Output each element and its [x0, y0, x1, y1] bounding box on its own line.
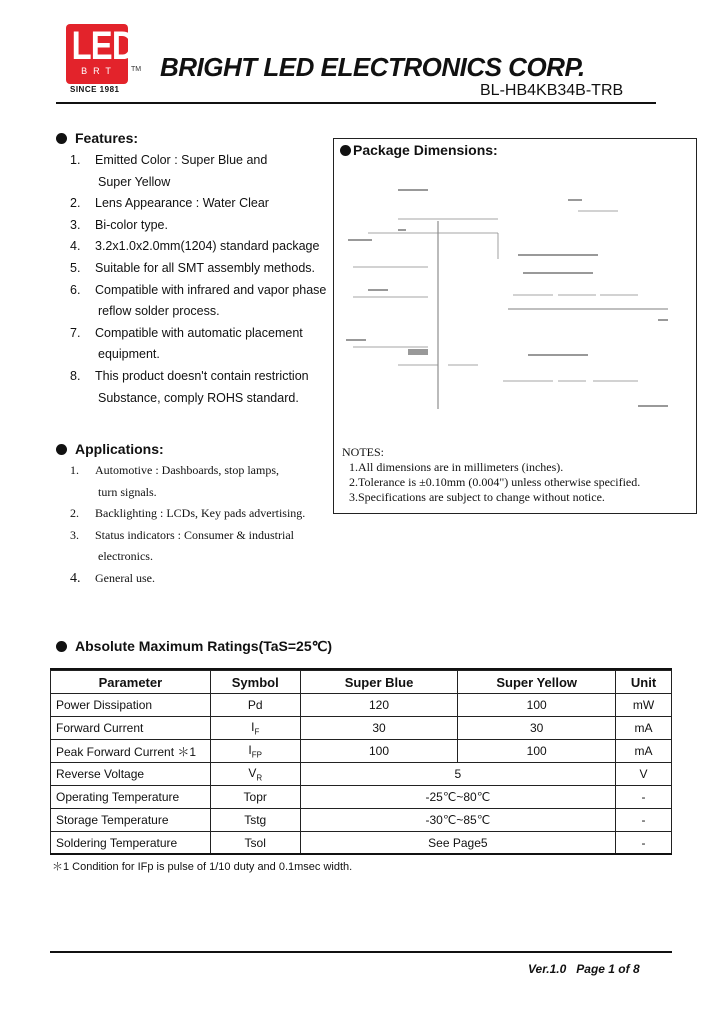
- list-item-number: 3.: [70, 527, 79, 542]
- logo-text: LED: [71, 24, 135, 68]
- cell-parameter: Soldering Temperature: [51, 832, 211, 855]
- features-title: Features:: [75, 130, 139, 146]
- cell-super-blue: 120: [300, 694, 458, 717]
- table-header-row: [51, 671, 672, 694]
- logo-subtext: BRT: [81, 66, 117, 76]
- list-item-text: 3.2x1.0x2.0mm(1204) standard package: [95, 239, 320, 254]
- features-list: [70, 150, 340, 409]
- list-item-number: 5.: [70, 260, 81, 275]
- ratings-title: Absolute Maximum Ratings(TaS=25℃): [75, 638, 333, 654]
- list-item-text: Substance, comply ROHS standard.: [98, 390, 299, 405]
- bullet-icon: [56, 641, 67, 652]
- symbol-text: Pd: [247, 698, 263, 712]
- cell-symbol: [210, 809, 300, 832]
- table-row: [51, 694, 672, 717]
- table-bottom-rule: [50, 853, 672, 855]
- list-item: [70, 503, 320, 525]
- cell-symbol: [210, 740, 300, 763]
- list-item: [70, 525, 320, 547]
- list-item-text: reflow solder process.: [98, 304, 220, 319]
- list-item-number: [70, 388, 95, 410]
- symbol-subscript: FP: [251, 750, 262, 760]
- trademark: TM: [131, 66, 142, 73]
- footer-divider: [50, 951, 672, 953]
- cell-symbol: [210, 763, 300, 786]
- symbol-text: Tsol: [244, 836, 266, 850]
- list-item-number: [70, 482, 95, 504]
- cell-symbol: [210, 717, 300, 740]
- list-item: [70, 546, 320, 568]
- note-2: 2.Tolerance is ±0.10mm (0.004") unless otherwise specified.: [349, 475, 641, 489]
- list-item: [70, 301, 340, 323]
- list-item-text: Lens Appearance : Water Clear: [95, 196, 269, 211]
- since-label: SINCE 1981: [70, 85, 120, 94]
- applications-title: Applications:: [75, 441, 164, 457]
- symbol-subscript: R: [256, 773, 263, 783]
- cell-unit: mW: [616, 694, 672, 717]
- package-drawing: [338, 169, 694, 441]
- list-item: [70, 172, 340, 194]
- cell-parameter: Peak Forward Current ＊1: [51, 740, 211, 763]
- list-item-text: Super Yellow: [98, 174, 171, 189]
- cell-parameter: Power Dissipation: [51, 694, 211, 717]
- cell-super-blue: 100: [300, 740, 458, 763]
- note-1: 1.All dimensions are in millimeters (inches).: [349, 460, 564, 474]
- cell-unit: mA: [616, 740, 672, 763]
- cell-symbol: [210, 786, 300, 809]
- cell-parameter: Reverse Voltage: [51, 763, 211, 786]
- cell-parameter: Operating Temperature: [51, 786, 211, 809]
- list-item-number: 6.: [70, 282, 81, 297]
- header-symbol: Symbol: [210, 671, 300, 694]
- symbol-text: I: [251, 719, 255, 734]
- header-super-yellow: Super Yellow: [458, 671, 616, 694]
- table-row: [51, 740, 672, 763]
- cell-super-yellow: 100: [458, 740, 616, 763]
- cell-symbol: [210, 694, 300, 717]
- list-item-number: 2.: [70, 196, 81, 211]
- page-label: Page 1 of 8: [576, 962, 640, 976]
- cell-unit: -: [616, 809, 672, 832]
- bullet-icon: [56, 133, 67, 144]
- features-heading: [56, 130, 138, 146]
- list-item-number: 3.: [70, 217, 81, 232]
- applications-heading: [56, 441, 164, 457]
- notes: [342, 445, 640, 505]
- cell-super-yellow: 30: [458, 717, 616, 740]
- symbol-text: I: [248, 742, 252, 757]
- package-dimensions-box: [333, 138, 697, 514]
- symbol-subscript: F: [254, 727, 260, 737]
- table-row: [51, 717, 672, 740]
- list-item-text: equipment.: [98, 347, 160, 362]
- list-item-number: 1.: [70, 463, 79, 477]
- list-item-text: Status indicators : Consumer & industrial: [95, 527, 294, 542]
- symbol-text: Topr: [243, 790, 267, 804]
- header-super-blue: Super Blue: [300, 671, 458, 694]
- list-item-number: [70, 172, 95, 194]
- cell-symbol: [210, 832, 300, 855]
- table-row: [51, 832, 672, 855]
- list-item-number: [70, 546, 95, 568]
- list-item-text: Bi-color type.: [95, 217, 168, 232]
- footer-info: [528, 962, 650, 976]
- list-item: [70, 215, 340, 237]
- cell-unit: V: [616, 763, 672, 786]
- list-item-text: Automotive : Dashboards, stop lamps,: [95, 463, 279, 477]
- table-row: [51, 763, 672, 786]
- list-item-text: General use.: [95, 570, 155, 585]
- list-item-text: Emitted Color : Super Blue and: [95, 153, 268, 167]
- header-parameter: Parameter: [51, 671, 211, 694]
- list-item: [70, 193, 340, 215]
- list-item: [70, 366, 340, 388]
- cell-value-combined: -25℃~80℃: [300, 786, 615, 809]
- ratings-heading: [56, 638, 332, 655]
- table-top-rule: [50, 668, 672, 670]
- list-item: [70, 460, 320, 482]
- list-item-text: Backlighting : LCDs, Key pads advertising.: [95, 506, 306, 521]
- list-item-text: Suitable for all SMT assembly methods.: [95, 260, 316, 275]
- ratings-table: [50, 670, 672, 855]
- list-item: [70, 280, 340, 302]
- list-item-text: electronics.: [98, 549, 153, 564]
- cell-unit: -: [616, 786, 672, 809]
- cell-parameter: Forward Current: [51, 717, 211, 740]
- list-item: [70, 388, 340, 410]
- cell-super-blue: 30: [300, 717, 458, 740]
- list-item: [70, 236, 340, 258]
- list-item: [70, 258, 340, 280]
- cell-value-combined: -30℃~85℃: [300, 809, 615, 832]
- list-item: [70, 344, 340, 366]
- list-item-text: Compatible with automatic placement: [95, 325, 303, 340]
- symbol-text: Tstg: [244, 813, 267, 827]
- list-item: [70, 568, 320, 590]
- list-item-number: 7.: [70, 325, 81, 340]
- cell-value-combined: 5: [300, 763, 615, 786]
- table-row: [51, 809, 672, 832]
- cell-unit: mA: [616, 717, 672, 740]
- header-unit: Unit: [616, 671, 672, 694]
- list-item-number: 1.: [70, 153, 81, 167]
- list-item: [70, 323, 340, 345]
- cell-value-combined: See Page5: [300, 832, 615, 855]
- company-name: BRIGHT LED ELECTRONICS CORP.: [160, 52, 585, 82]
- version-label: Ver.1.0: [528, 962, 567, 976]
- part-number: BL-HB4KB34B-TRB: [480, 82, 624, 99]
- cell-unit: -: [616, 832, 672, 855]
- list-item-number: 4.: [70, 570, 81, 586]
- list-item-number: 2.: [70, 506, 79, 521]
- list-item-text: Compatible with infrared and vapor phase: [95, 282, 327, 297]
- notes-title: NOTES:: [342, 445, 384, 459]
- list-item-number: [70, 344, 95, 366]
- list-item-text: turn signals.: [98, 484, 157, 499]
- note-3: 3.Specifications are subject to change without notice.: [349, 490, 605, 504]
- company-logo: [66, 24, 135, 84]
- package-title: Package Dimensions:: [353, 142, 498, 158]
- table-row: [51, 786, 672, 809]
- list-item-number: 8.: [70, 368, 81, 383]
- list-item-number: 4.: [70, 239, 81, 254]
- table-footnote: ＊1 Condition for IFp is pulse of 1/10 duty and 0.1msec width.: [52, 861, 353, 873]
- bullet-icon: [340, 145, 351, 156]
- list-item: [70, 482, 320, 504]
- bullet-icon: [56, 444, 67, 455]
- applications-list: [70, 460, 320, 590]
- list-item-number: [70, 301, 95, 323]
- cell-parameter: Storage Temperature: [51, 809, 211, 832]
- symbol-text: V: [248, 765, 257, 780]
- list-item-text: This product doesn't contain restriction: [95, 368, 309, 383]
- cell-super-yellow: 100: [458, 694, 616, 717]
- package-heading: [340, 142, 498, 158]
- header-divider: [56, 102, 656, 104]
- list-item: [70, 150, 340, 172]
